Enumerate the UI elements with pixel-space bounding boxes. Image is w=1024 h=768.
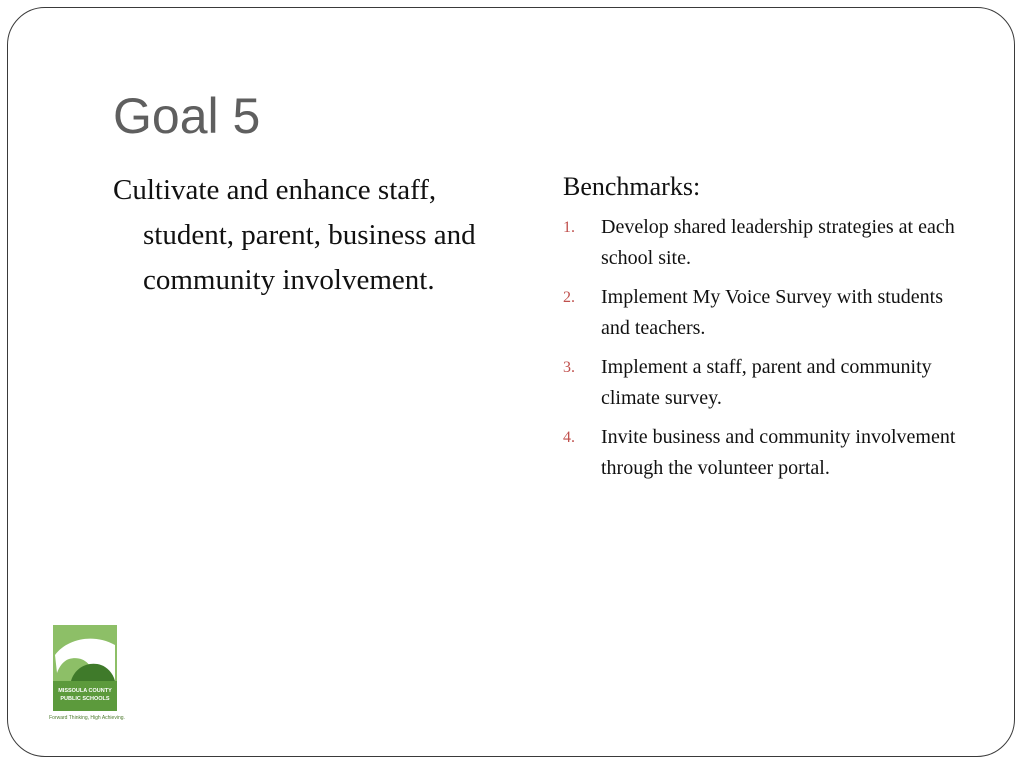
benchmark-text: Develop shared leadership strategies at each school site. — [601, 216, 955, 269]
benchmark-text: Invite business and community involvement through the volunteer portal. — [601, 426, 956, 479]
logo-line-2: PUBLIC SCHOOLS — [60, 696, 110, 702]
benchmark-text: Implement a staff, parent and community climate survey. — [601, 356, 932, 409]
benchmarks-section — [563, 168, 973, 492]
benchmark-item — [563, 282, 973, 344]
district-logo — [48, 625, 126, 727]
benchmark-number: 4. — [563, 429, 575, 446]
goal-description: Cultivate and enhance staff, student, parent, business and community involvement. — [113, 174, 476, 296]
benchmark-item — [563, 352, 973, 414]
benchmark-number: 2. — [563, 289, 575, 306]
benchmark-number: 3. — [563, 359, 575, 376]
slide-title: Goal 5 — [113, 88, 261, 144]
benchmark-text: Implement My Voice Survey with students and teachers. — [601, 286, 944, 339]
benchmarks-list — [563, 212, 973, 484]
benchmark-number: 1. — [563, 219, 575, 236]
benchmark-item — [563, 422, 973, 484]
logo-name — [53, 687, 117, 703]
logo-line-1: MISSOULA COUNTY — [58, 688, 112, 694]
benchmark-item — [563, 212, 973, 274]
benchmarks-heading: Benchmarks: — [563, 172, 701, 201]
logo-tagline: Forward Thinking, High Achieving. — [49, 715, 125, 721]
